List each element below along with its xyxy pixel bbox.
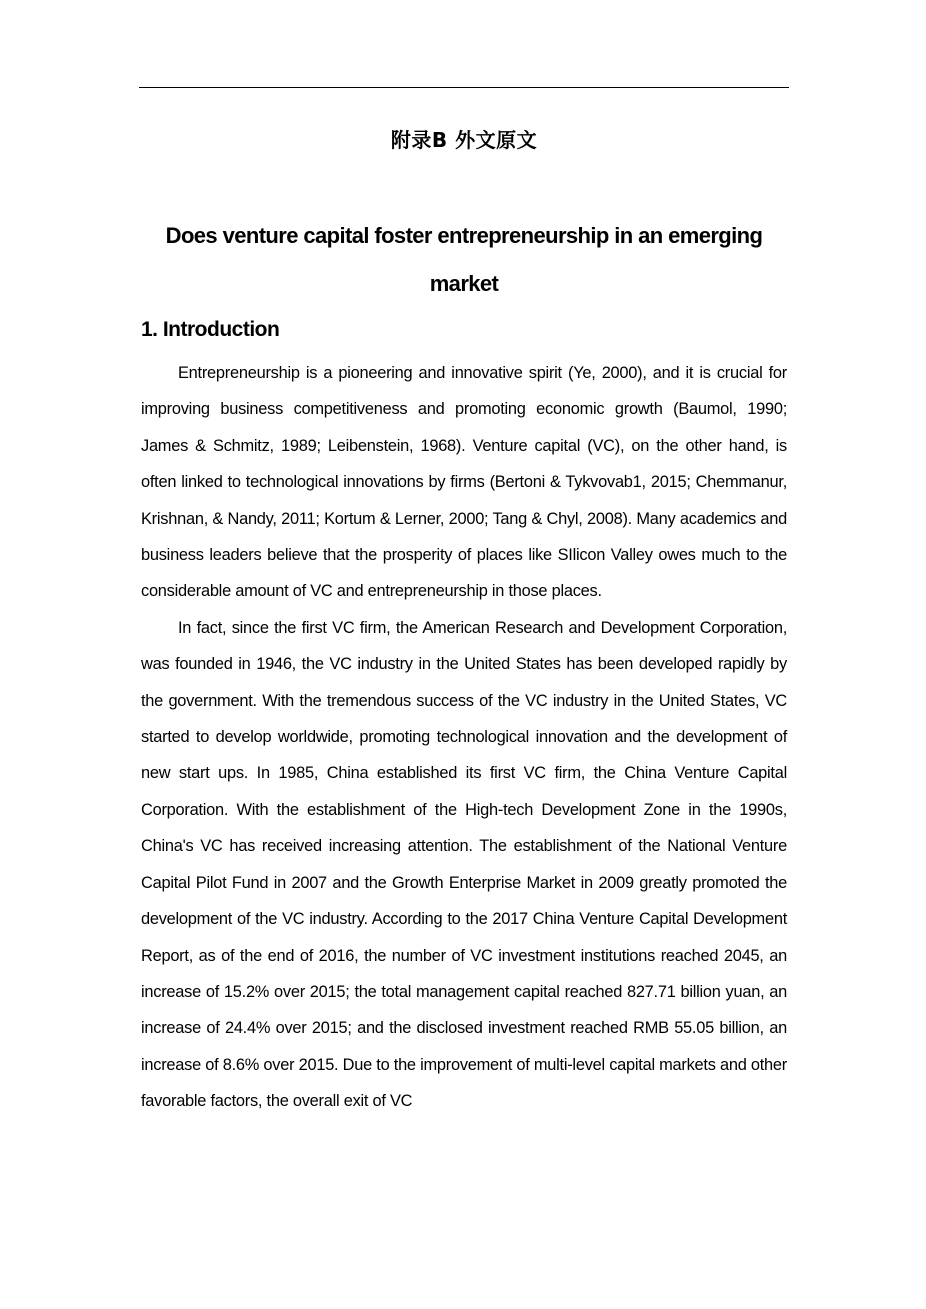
section-heading: 1. Introduction: [141, 318, 280, 341]
body-text: [141, 355, 787, 1120]
header-rule: [139, 87, 789, 88]
paragraph-2: In fact, since the first VC firm, the American Research and Development Corporation, was founded in 1946, the VC industry in the United States has been developed rapidly by the government. With the tremendous success of the VC industry in the United States, VC started to develop worldwide, promoting technological innovation and the development of new start ups. In 1985, China established its first VC firm, the China Venture Capital Corporation. With the establishment of the High-tech Development Zone in the 1990s, China's VC has received increasing attention. The establishment of the National Venture Capital Pilot Fund in 2007 and the Growth Enterprise Market in 2009 greatly promoted the development of the VC industry. According to the 2017 China Venture Capital Development Report, as of the end of 2016, the number of VC investment institutions reached 2045, an increase of 15.2% over 2015; the total management capital reached 827.71 billion yuan, an increase of 24.4% over 2015; and the disclosed investment reached RMB 55.05 billion, an increase of 8.6% over 2015. Due to the improvement of multi-level capital markets and other favorable factors, the overall exit of VC: [141, 618, 787, 1111]
paper-title: Does venture capital foster entrepreneurship in an emerging market: [165, 223, 763, 296]
paragraph-1: Entrepreneurship is a pioneering and innovative spirit (Ye, 2000), and it is crucial for improving business competitiveness and promoting economic growth (Baumol, 1990; James & Schmitz, 1989; Leibenstein, 1968). Venture capital (VC), on the other hand, is often linked to technological innovations by firms (Bertoni & Tykvovab1, 2015; Chemmanur, Krishnan, & Nandy, 2011; Kortum & Lerner, 2000; Tang & Chyl, 2008). Many academics and business leaders believe that the prosperity of places like SIlicon Valley owes much to the considerable amount of VC and entrepreneurship in those places.: [141, 364, 787, 601]
appendix-title: 附录B 外文原文: [390, 128, 538, 152]
